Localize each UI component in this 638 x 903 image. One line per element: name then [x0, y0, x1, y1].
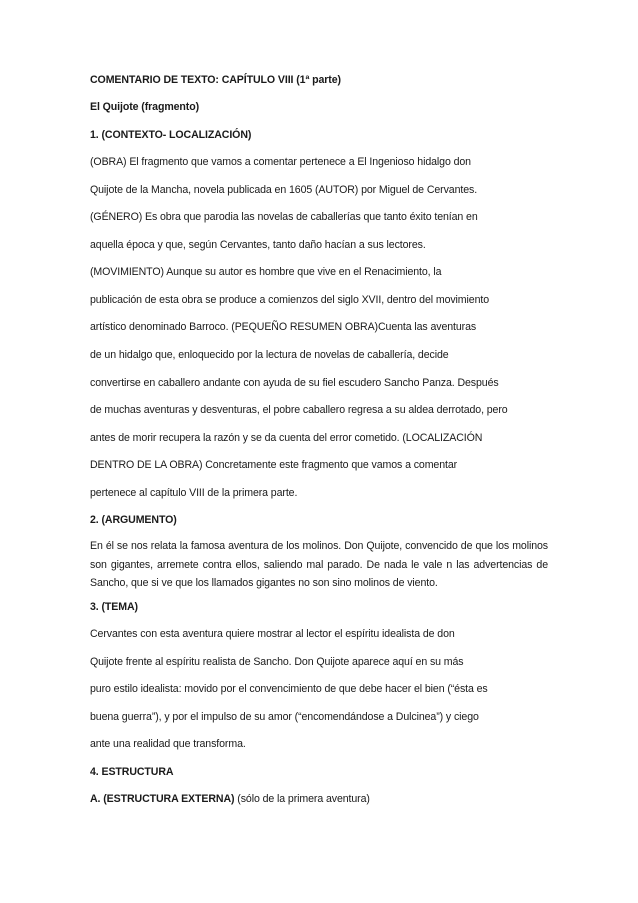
- section-1-heading: 1. (CONTEXTO- LOCALIZACIÓN): [90, 129, 252, 141]
- section-1-line: publicación de esta obra se produce a comienzos del siglo XVII, dentro del movimiento: [90, 294, 490, 306]
- section-3-line: ante una realidad que transforma.: [90, 738, 246, 750]
- section-1-line: Quijote de la Mancha, novela publicada en 1605 (AUTOR) por Miguel de Cervantes.: [90, 184, 478, 196]
- document-subtitle: El Quijote (fragmento): [90, 101, 200, 113]
- section-1-line: pertenece al capítulo VIII de la primera parte.: [90, 487, 298, 499]
- section-1-line: antes de morir recupera la razón y se da cuenta del error cometido. (LOCALIZACIÓN: [90, 432, 483, 444]
- section-3-heading: 3. (TEMA): [90, 601, 138, 613]
- section-4-subheading: [90, 792, 550, 806]
- section-1-line: convertirse en caballero andante con ayuda de su fiel escudero Sancho Panza. Después: [90, 377, 499, 389]
- section-3-line: Quijote frente al espíritu realista de Sancho. Don Quijote aparece aquí en su más: [90, 656, 464, 668]
- section-1-line: de un hidalgo que, enloquecido por la lectura de novelas de caballería, decide: [90, 349, 449, 361]
- section-1-line: DENTRO DE LA OBRA) Concretamente este fragmento que vamos a comentar: [90, 459, 458, 471]
- section-1-line: de muchas aventuras y desventuras, el pobre caballero regresa a su aldea derrotado, pero: [90, 404, 508, 416]
- section-4-subheading-bold: A. (ESTRUCTURA EXTERNA): [90, 793, 235, 805]
- section-2-heading: 2. (ARGUMENTO): [90, 514, 177, 526]
- section-1-line: (OBRA) El fragmento que vamos a comentar pertenece a El Ingenioso hidalgo don: [90, 156, 471, 168]
- section-3-line: Cervantes con esta aventura quiere mostrar al lector el espíritu idealista de don: [90, 628, 455, 640]
- section-4-heading: 4. ESTRUCTURA: [90, 766, 174, 778]
- section-1-line: (MOVIMIENTO) Aunque su autor es hombre que vive en el Renacimiento, la: [90, 266, 442, 278]
- section-2-paragraph: En él se nos relata la famosa aventura de los molinos. Don Quijote, convencido de que los molinos son gigantes, arremete contra ellos, saliendo mal parado. De nada le vale n las advertencias de Sancho, que si ve que los llamados gigantes no son sino molinos de viento.: [90, 540, 548, 589]
- section-4-subheading-rest: (sólo de la primera aventura): [234, 793, 370, 805]
- section-3-line: puro estilo idealista: movido por el convencimiento de que debe hacer el bien (“ésta es: [90, 683, 488, 695]
- section-1-line: aquella época y que, según Cervantes, tanto daño hacían a sus lectores.: [90, 239, 426, 251]
- section-1-line: artístico denominado Barroco. (PEQUEÑO RESUMEN OBRA)Cuenta las aventuras: [90, 321, 477, 333]
- section-3-line: buena guerra”), y por el impulso de su amor (“encomendándose a Dulcinea”) y ciego: [90, 711, 479, 723]
- document-title: COMENTARIO DE TEXTO: CAPÍTULO VIII (1ª parte): [90, 74, 341, 86]
- section-1-line: (GÉNERO) Es obra que parodia las novelas de caballerías que tanto éxito tenían en: [90, 211, 478, 223]
